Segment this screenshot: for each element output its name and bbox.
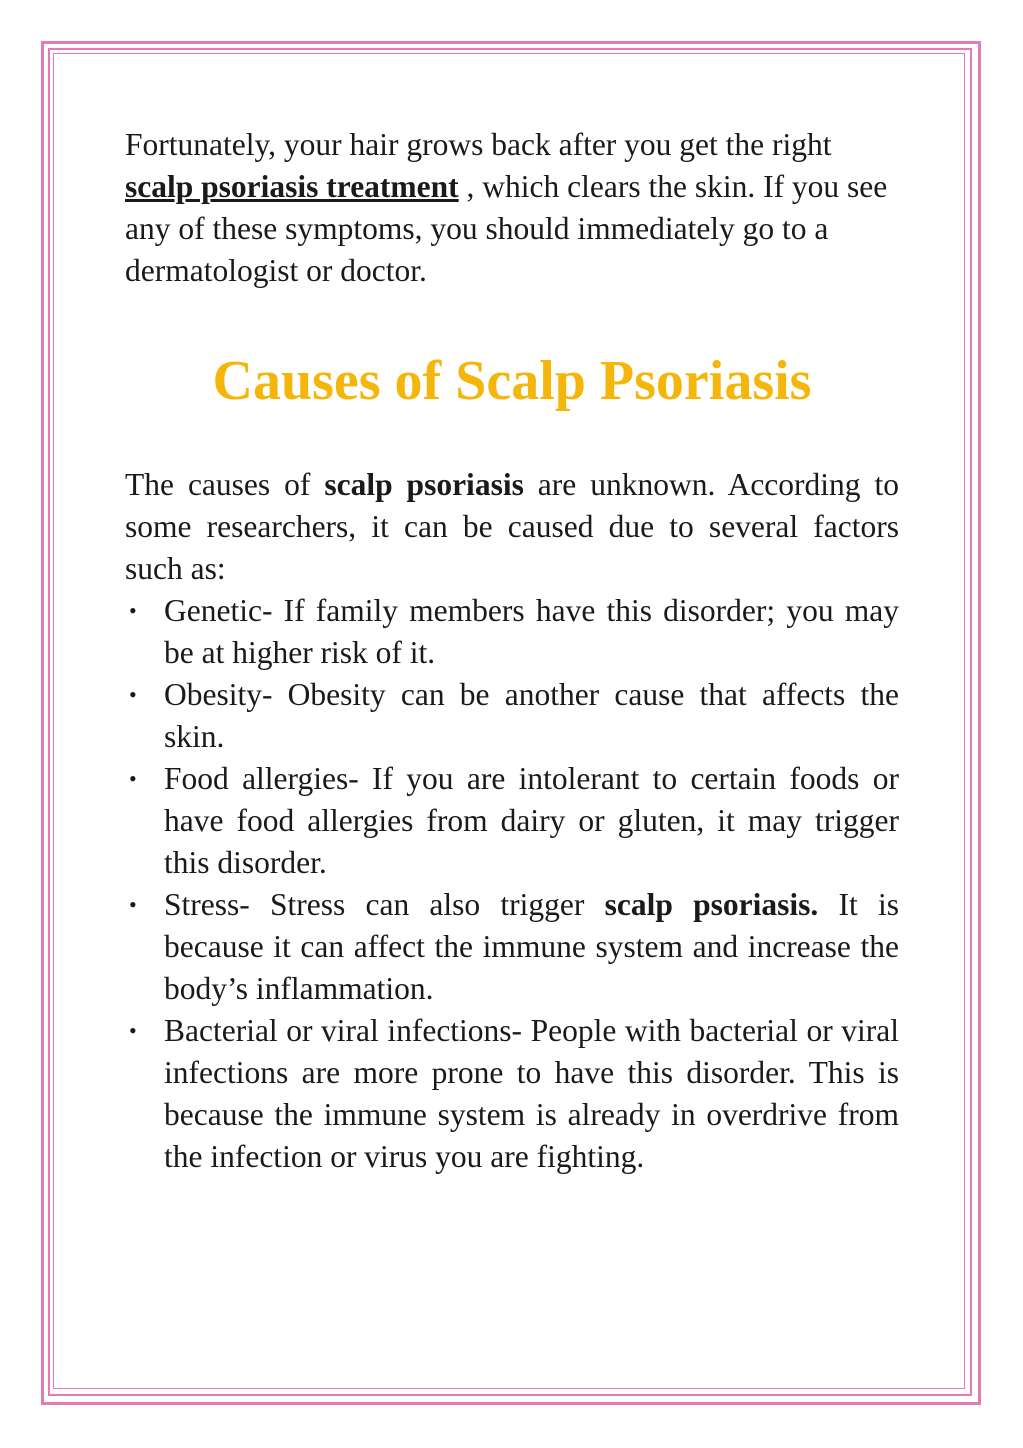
document-content [125, 124, 899, 1178]
list-item [125, 884, 899, 1010]
intro-paragraph [125, 124, 899, 292]
list-item [125, 674, 899, 758]
intro-text-after: , which clears the skin. If you see any of these symptoms, you should immediately go to a dermatologist or doctor. [125, 169, 888, 288]
causes-bold-term: scalp psoriasis [324, 467, 524, 502]
causes-paragraph [125, 464, 899, 590]
list-item [125, 1010, 899, 1178]
bullet-icon: • [129, 682, 137, 707]
bullet-icon: • [129, 1018, 137, 1043]
list-item-text: Obesity- Obesity can be another cause that affects the skin. [164, 677, 899, 754]
causes-list [125, 590, 899, 1178]
list-item-text: Bacterial or viral infections- People with bacterial or viral infections are more prone to have this disorder. This is because the immune system is already in overdrive from the infection or virus you are fighting. [164, 1013, 899, 1174]
bullet-icon: • [129, 766, 137, 791]
list-item-text-before: Stress- Stress can also trigger [164, 887, 605, 922]
list-item-bold-term: scalp psoriasis. [604, 887, 819, 922]
intro-text-before: Fortunately, your hair grows back after you get the right [125, 127, 832, 162]
bullet-icon: • [129, 892, 137, 917]
bullet-icon: • [129, 598, 137, 623]
list-item-text-after: It is because it can affect the immune system and increase the body’s inflammation. [164, 887, 899, 1006]
causes-text-after: are unknown. According to some researchers, it can be caused due to several factors such as: [125, 467, 899, 586]
section-heading: Causes of Scalp Psoriasis [212, 350, 812, 412]
scalp-psoriasis-treatment-link[interactable]: scalp psoriasis treatment [125, 169, 459, 204]
list-item [125, 758, 899, 884]
list-item-text: Food allergies- If you are intolerant to certain foods or have food allergies from dairy or gluten, it may trigger this disorder. [164, 761, 899, 880]
causes-text-before: The causes of [125, 467, 325, 502]
list-item-text: Genetic- If family members have this disorder; you may be at higher risk of it. [164, 593, 899, 670]
list-item [125, 590, 899, 674]
